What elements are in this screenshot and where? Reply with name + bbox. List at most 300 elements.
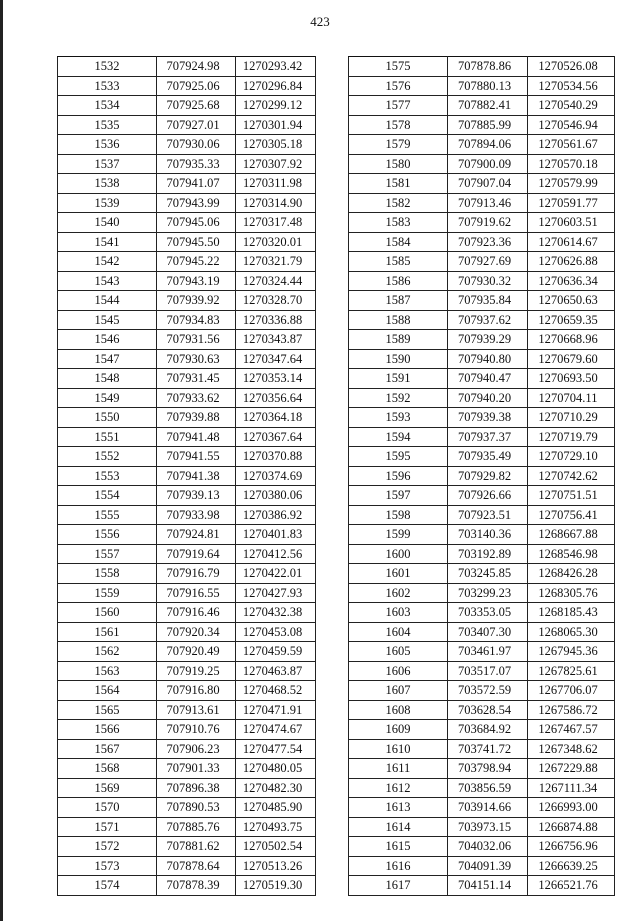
point-number-cell: 1610 [349, 739, 448, 759]
y-coordinate-cell: 1267945.36 [528, 642, 615, 662]
point-number-cell: 1576 [349, 76, 448, 96]
x-coordinate-cell: 703628.54 [448, 700, 528, 720]
y-coordinate-cell: 1270710.29 [528, 408, 615, 428]
y-coordinate-cell: 1268426.28 [528, 564, 615, 584]
y-coordinate-cell: 1270314.90 [236, 193, 316, 213]
point-number-cell: 1547 [58, 349, 157, 369]
y-coordinate-cell: 1270370.88 [236, 447, 316, 467]
x-coordinate-cell: 707901.33 [157, 759, 236, 779]
table-row [349, 720, 615, 740]
x-coordinate-cell: 703299.23 [448, 583, 528, 603]
table-row [58, 759, 316, 779]
table-row [58, 817, 316, 837]
y-coordinate-cell: 1270296.84 [236, 76, 316, 96]
point-number-cell: 1593 [349, 408, 448, 428]
table-row [58, 154, 316, 174]
point-number-cell: 1601 [349, 564, 448, 584]
x-coordinate-cell: 703407.30 [448, 622, 528, 642]
y-coordinate-cell: 1270301.94 [236, 115, 316, 135]
x-coordinate-cell: 703572.59 [448, 681, 528, 701]
table-row [58, 486, 316, 506]
x-coordinate-cell: 707925.68 [157, 96, 236, 116]
table-row [349, 466, 615, 486]
y-coordinate-cell: 1270324.44 [236, 271, 316, 291]
table-row [58, 193, 316, 213]
x-coordinate-cell: 707945.06 [157, 213, 236, 233]
point-number-cell: 1567 [58, 739, 157, 759]
point-number-cell: 1546 [58, 330, 157, 350]
y-coordinate-cell: 1270614.67 [528, 232, 615, 252]
y-coordinate-cell: 1270659.35 [528, 310, 615, 330]
x-coordinate-cell: 707931.56 [157, 330, 236, 350]
table-row [349, 739, 615, 759]
point-number-cell: 1605 [349, 642, 448, 662]
x-coordinate-cell: 707935.33 [157, 154, 236, 174]
y-coordinate-cell: 1268667.88 [528, 525, 615, 545]
point-number-cell: 1551 [58, 427, 157, 447]
table-row [58, 252, 316, 272]
x-coordinate-cell: 703192.89 [448, 544, 528, 564]
point-number-cell: 1609 [349, 720, 448, 740]
point-number-cell: 1602 [349, 583, 448, 603]
table-row [349, 96, 615, 116]
table-row [58, 544, 316, 564]
x-coordinate-cell: 707900.09 [448, 154, 528, 174]
x-coordinate-cell: 707916.80 [157, 681, 236, 701]
x-coordinate-cell: 707940.47 [448, 369, 528, 389]
y-coordinate-cell: 1270328.70 [236, 291, 316, 311]
x-coordinate-cell: 703741.72 [448, 739, 528, 759]
y-coordinate-cell: 1270299.12 [236, 96, 316, 116]
table-row [349, 330, 615, 350]
table-row [58, 271, 316, 291]
x-coordinate-cell: 707939.38 [448, 408, 528, 428]
point-number-cell: 1617 [349, 876, 448, 896]
y-coordinate-cell: 1270380.06 [236, 486, 316, 506]
x-coordinate-cell: 707943.99 [157, 193, 236, 213]
point-number-cell: 1552 [58, 447, 157, 467]
point-number-cell: 1574 [58, 876, 157, 896]
table-row [349, 388, 615, 408]
x-coordinate-cell: 707890.53 [157, 798, 236, 818]
point-number-cell: 1553 [58, 466, 157, 486]
x-coordinate-cell: 703973.15 [448, 817, 528, 837]
y-coordinate-cell: 1270401.83 [236, 525, 316, 545]
y-coordinate-cell: 1266756.96 [528, 837, 615, 857]
table-row [349, 837, 615, 857]
point-number-cell: 1599 [349, 525, 448, 545]
x-coordinate-cell: 707916.46 [157, 603, 236, 623]
point-number-cell: 1540 [58, 213, 157, 233]
y-coordinate-cell: 1270463.87 [236, 661, 316, 681]
y-coordinate-cell: 1267825.61 [528, 661, 615, 681]
x-coordinate-cell: 707934.83 [157, 310, 236, 330]
point-number-cell: 1575 [349, 57, 448, 77]
table-row [58, 349, 316, 369]
table-row [349, 642, 615, 662]
point-number-cell: 1541 [58, 232, 157, 252]
x-coordinate-cell: 704151.14 [448, 876, 528, 896]
point-number-cell: 1559 [58, 583, 157, 603]
point-number-cell: 1589 [349, 330, 448, 350]
y-coordinate-cell: 1267706.07 [528, 681, 615, 701]
y-coordinate-cell: 1270534.56 [528, 76, 615, 96]
table-row [58, 876, 316, 896]
y-coordinate-cell: 1270311.98 [236, 174, 316, 194]
x-coordinate-cell: 707939.88 [157, 408, 236, 428]
table-row [58, 330, 316, 350]
point-number-cell: 1556 [58, 525, 157, 545]
x-coordinate-cell: 707924.81 [157, 525, 236, 545]
table-row [349, 427, 615, 447]
x-coordinate-cell: 707925.06 [157, 76, 236, 96]
x-coordinate-cell: 707919.25 [157, 661, 236, 681]
table-row [58, 310, 316, 330]
x-coordinate-cell: 707878.64 [157, 856, 236, 876]
table-row [349, 310, 615, 330]
table-row [349, 369, 615, 389]
table-row [349, 291, 615, 311]
point-number-cell: 1554 [58, 486, 157, 506]
table-row [58, 681, 316, 701]
point-number-cell: 1607 [349, 681, 448, 701]
x-coordinate-cell: 707923.36 [448, 232, 528, 252]
y-coordinate-cell: 1270336.88 [236, 310, 316, 330]
table-row [58, 837, 316, 857]
table-row [349, 661, 615, 681]
x-coordinate-cell: 703245.85 [448, 564, 528, 584]
point-number-cell: 1565 [58, 700, 157, 720]
table-row [349, 544, 615, 564]
x-coordinate-cell: 707926.66 [448, 486, 528, 506]
table-row [349, 856, 615, 876]
x-coordinate-cell: 707939.92 [157, 291, 236, 311]
x-coordinate-cell: 707939.13 [157, 486, 236, 506]
y-coordinate-cell: 1270485.90 [236, 798, 316, 818]
table-row [58, 622, 316, 642]
point-number-cell: 1600 [349, 544, 448, 564]
x-coordinate-cell: 707906.23 [157, 739, 236, 759]
x-coordinate-cell: 703798.94 [448, 759, 528, 779]
y-coordinate-cell: 1268546.98 [528, 544, 615, 564]
y-coordinate-cell: 1270650.63 [528, 291, 615, 311]
point-number-cell: 1579 [349, 135, 448, 155]
y-coordinate-cell: 1270570.18 [528, 154, 615, 174]
point-number-cell: 1533 [58, 76, 157, 96]
x-coordinate-cell: 703140.36 [448, 525, 528, 545]
point-number-cell: 1537 [58, 154, 157, 174]
point-number-cell: 1543 [58, 271, 157, 291]
y-coordinate-cell: 1270432.38 [236, 603, 316, 623]
table-row [349, 798, 615, 818]
table-row [349, 759, 615, 779]
x-coordinate-cell: 707931.45 [157, 369, 236, 389]
y-coordinate-cell: 1270742.62 [528, 466, 615, 486]
x-coordinate-cell: 707939.29 [448, 330, 528, 350]
point-number-cell: 1535 [58, 115, 157, 135]
table-row [349, 57, 615, 77]
point-number-cell: 1586 [349, 271, 448, 291]
table-row [349, 232, 615, 252]
point-number-cell: 1555 [58, 505, 157, 525]
y-coordinate-cell: 1270317.48 [236, 213, 316, 233]
x-coordinate-cell: 707940.80 [448, 349, 528, 369]
y-coordinate-cell: 1270493.75 [236, 817, 316, 837]
x-coordinate-cell: 707913.61 [157, 700, 236, 720]
point-number-cell: 1532 [58, 57, 157, 77]
scan-edge [0, 0, 3, 921]
x-coordinate-cell: 703684.92 [448, 720, 528, 740]
y-coordinate-cell: 1270636.34 [528, 271, 615, 291]
point-number-cell: 1594 [349, 427, 448, 447]
x-coordinate-cell: 707941.38 [157, 466, 236, 486]
table-row [349, 778, 615, 798]
x-coordinate-cell: 707945.50 [157, 232, 236, 252]
y-coordinate-cell: 1266874.88 [528, 817, 615, 837]
point-number-cell: 1558 [58, 564, 157, 584]
x-coordinate-cell: 707933.98 [157, 505, 236, 525]
x-coordinate-cell: 707927.69 [448, 252, 528, 272]
y-coordinate-cell: 1270422.01 [236, 564, 316, 584]
table-row [349, 115, 615, 135]
point-number-cell: 1566 [58, 720, 157, 740]
y-coordinate-cell: 1270305.18 [236, 135, 316, 155]
x-coordinate-cell: 703517.07 [448, 661, 528, 681]
table-row [58, 408, 316, 428]
y-coordinate-cell: 1266639.25 [528, 856, 615, 876]
y-coordinate-cell: 1270729.10 [528, 447, 615, 467]
x-coordinate-cell: 707927.01 [157, 115, 236, 135]
x-coordinate-cell: 707916.79 [157, 564, 236, 584]
y-coordinate-cell: 1266993.00 [528, 798, 615, 818]
y-coordinate-cell: 1270307.92 [236, 154, 316, 174]
point-number-cell: 1581 [349, 174, 448, 194]
y-coordinate-cell: 1270540.29 [528, 96, 615, 116]
y-coordinate-cell: 1267586.72 [528, 700, 615, 720]
y-coordinate-cell: 1270321.79 [236, 252, 316, 272]
table-row [349, 876, 615, 896]
table-row [58, 564, 316, 584]
x-coordinate-cell: 707894.06 [448, 135, 528, 155]
x-coordinate-cell: 707924.98 [157, 57, 236, 77]
y-coordinate-cell: 1268185.43 [528, 603, 615, 623]
table-row [58, 291, 316, 311]
point-number-cell: 1611 [349, 759, 448, 779]
y-coordinate-cell: 1270320.01 [236, 232, 316, 252]
point-number-cell: 1573 [58, 856, 157, 876]
x-coordinate-cell: 707881.62 [157, 837, 236, 857]
point-number-cell: 1561 [58, 622, 157, 642]
table-row [349, 271, 615, 291]
table-row [349, 564, 615, 584]
x-coordinate-cell: 707930.06 [157, 135, 236, 155]
table-row [349, 408, 615, 428]
point-number-cell: 1572 [58, 837, 157, 857]
x-coordinate-cell: 707920.49 [157, 642, 236, 662]
point-number-cell: 1604 [349, 622, 448, 642]
table-row [58, 739, 316, 759]
y-coordinate-cell: 1267348.62 [528, 739, 615, 759]
table-row [349, 505, 615, 525]
y-coordinate-cell: 1270374.69 [236, 466, 316, 486]
point-number-cell: 1597 [349, 486, 448, 506]
y-coordinate-cell: 1270626.88 [528, 252, 615, 272]
table-row [349, 603, 615, 623]
table-row [58, 96, 316, 116]
table-row [58, 700, 316, 720]
table-row [58, 642, 316, 662]
point-number-cell: 1568 [58, 759, 157, 779]
point-number-cell: 1588 [349, 310, 448, 330]
y-coordinate-cell: 1270546.94 [528, 115, 615, 135]
point-number-cell: 1608 [349, 700, 448, 720]
x-coordinate-cell: 707916.55 [157, 583, 236, 603]
x-coordinate-cell: 707919.64 [157, 544, 236, 564]
y-coordinate-cell: 1270364.18 [236, 408, 316, 428]
y-coordinate-cell: 1270367.64 [236, 427, 316, 447]
x-coordinate-cell: 707937.62 [448, 310, 528, 330]
y-coordinate-cell: 1270356.64 [236, 388, 316, 408]
x-coordinate-cell: 707910.76 [157, 720, 236, 740]
table-row [58, 369, 316, 389]
table-row [58, 213, 316, 233]
table-row [58, 447, 316, 467]
y-coordinate-cell: 1270468.52 [236, 681, 316, 701]
x-coordinate-cell: 707937.37 [448, 427, 528, 447]
x-coordinate-cell: 707907.04 [448, 174, 528, 194]
point-number-cell: 1563 [58, 661, 157, 681]
point-number-cell: 1595 [349, 447, 448, 467]
table-row [58, 427, 316, 447]
y-coordinate-cell: 1270719.79 [528, 427, 615, 447]
x-coordinate-cell: 707885.99 [448, 115, 528, 135]
x-coordinate-cell: 707935.49 [448, 447, 528, 467]
x-coordinate-cell: 707878.39 [157, 876, 236, 896]
y-coordinate-cell: 1266521.76 [528, 876, 615, 896]
table-row [58, 778, 316, 798]
point-number-cell: 1545 [58, 310, 157, 330]
table-row [349, 252, 615, 272]
point-number-cell: 1534 [58, 96, 157, 116]
x-coordinate-cell: 707941.07 [157, 174, 236, 194]
point-number-cell: 1596 [349, 466, 448, 486]
y-coordinate-cell: 1268065.30 [528, 622, 615, 642]
y-coordinate-cell: 1270756.41 [528, 505, 615, 525]
point-number-cell: 1603 [349, 603, 448, 623]
x-coordinate-cell: 703914.66 [448, 798, 528, 818]
point-number-cell: 1569 [58, 778, 157, 798]
table-row [58, 798, 316, 818]
y-coordinate-cell: 1270412.56 [236, 544, 316, 564]
table-row [349, 817, 615, 837]
y-coordinate-cell: 1270591.77 [528, 193, 615, 213]
y-coordinate-cell: 1270502.54 [236, 837, 316, 857]
point-number-cell: 1564 [58, 681, 157, 701]
point-number-cell: 1592 [349, 388, 448, 408]
y-coordinate-cell: 1270579.99 [528, 174, 615, 194]
point-number-cell: 1598 [349, 505, 448, 525]
table-row [349, 135, 615, 155]
table-row [58, 505, 316, 525]
point-number-cell: 1578 [349, 115, 448, 135]
y-coordinate-cell: 1270693.50 [528, 369, 615, 389]
x-coordinate-cell: 707929.82 [448, 466, 528, 486]
point-number-cell: 1544 [58, 291, 157, 311]
y-coordinate-cell: 1270477.54 [236, 739, 316, 759]
y-coordinate-cell: 1270704.11 [528, 388, 615, 408]
point-number-cell: 1612 [349, 778, 448, 798]
coordinates-table-right [348, 56, 615, 896]
point-number-cell: 1557 [58, 544, 157, 564]
x-coordinate-cell: 707930.32 [448, 271, 528, 291]
y-coordinate-cell: 1267229.88 [528, 759, 615, 779]
x-coordinate-cell: 707885.76 [157, 817, 236, 837]
y-coordinate-cell: 1270293.42 [236, 57, 316, 77]
x-coordinate-cell: 704032.06 [448, 837, 528, 857]
table-row [58, 76, 316, 96]
x-coordinate-cell: 704091.39 [448, 856, 528, 876]
point-number-cell: 1536 [58, 135, 157, 155]
x-coordinate-cell: 707941.55 [157, 447, 236, 467]
x-coordinate-cell: 707882.41 [448, 96, 528, 116]
point-number-cell: 1606 [349, 661, 448, 681]
y-coordinate-cell: 1270474.67 [236, 720, 316, 740]
y-coordinate-cell: 1270513.26 [236, 856, 316, 876]
x-coordinate-cell: 703353.05 [448, 603, 528, 623]
x-coordinate-cell: 707933.62 [157, 388, 236, 408]
x-coordinate-cell: 707919.62 [448, 213, 528, 233]
table-row [349, 193, 615, 213]
table-row [349, 154, 615, 174]
point-number-cell: 1549 [58, 388, 157, 408]
table-row [349, 700, 615, 720]
x-coordinate-cell: 707920.34 [157, 622, 236, 642]
point-number-cell: 1584 [349, 232, 448, 252]
point-number-cell: 1571 [58, 817, 157, 837]
y-coordinate-cell: 1270347.64 [236, 349, 316, 369]
x-coordinate-cell: 707935.84 [448, 291, 528, 311]
point-number-cell: 1577 [349, 96, 448, 116]
table-row [349, 447, 615, 467]
x-coordinate-cell: 707940.20 [448, 388, 528, 408]
x-coordinate-cell: 707913.46 [448, 193, 528, 213]
point-number-cell: 1614 [349, 817, 448, 837]
table-row [58, 388, 316, 408]
table-row [349, 525, 615, 545]
table-row [58, 115, 316, 135]
table-row [58, 232, 316, 252]
y-coordinate-cell: 1267111.34 [528, 778, 615, 798]
x-coordinate-cell: 703856.59 [448, 778, 528, 798]
y-coordinate-cell: 1270561.67 [528, 135, 615, 155]
point-number-cell: 1550 [58, 408, 157, 428]
y-coordinate-cell: 1270343.87 [236, 330, 316, 350]
point-number-cell: 1590 [349, 349, 448, 369]
point-number-cell: 1613 [349, 798, 448, 818]
x-coordinate-cell: 707878.86 [448, 57, 528, 77]
x-coordinate-cell: 703461.97 [448, 642, 528, 662]
y-coordinate-cell: 1270751.51 [528, 486, 615, 506]
point-number-cell: 1538 [58, 174, 157, 194]
table-row [58, 603, 316, 623]
point-number-cell: 1548 [58, 369, 157, 389]
y-coordinate-cell: 1270480.05 [236, 759, 316, 779]
table-row [349, 583, 615, 603]
y-coordinate-cell: 1270353.14 [236, 369, 316, 389]
y-coordinate-cell: 1270471.91 [236, 700, 316, 720]
point-number-cell: 1539 [58, 193, 157, 213]
y-coordinate-cell: 1270427.93 [236, 583, 316, 603]
